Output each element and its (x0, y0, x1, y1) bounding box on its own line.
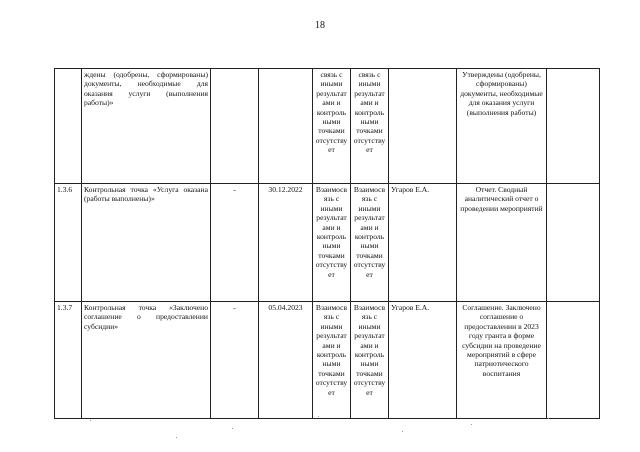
row-type: - (211, 302, 259, 419)
row-responsible: Угаров Е.А. (389, 184, 457, 302)
row-extra (547, 302, 600, 419)
row-title: ждены (одобрены, сформированы) документы, необходимые для оказания услуги (выполнения работы)» (82, 69, 211, 184)
row-relation-1: связь с иными результатами и контрольными точками отсутствует (313, 69, 351, 184)
row-number: 1.3.7 (55, 302, 82, 419)
row-date (259, 69, 313, 184)
row-document: Соглашение. Заключено соглашение о предоставлении в 2023 году гранта в форме субсидии на проведение мероприятий в сфере патриотического воспитания (457, 302, 547, 419)
row-relation-2: связь с иными результатами и контрольными точками отсутствует (351, 69, 389, 184)
row-type (211, 69, 259, 184)
row-date: 30.12.2022 (259, 184, 313, 302)
table-row (55, 302, 600, 419)
row-title: Контрольная точка «Заключено соглашение о предоставлении субсидии» (82, 302, 211, 419)
row-type: - (211, 184, 259, 302)
row-document: Отчет. Сводный аналитический отчет о проведении мероприятий (457, 184, 547, 302)
row-date: 05.04.2023 (259, 302, 313, 419)
row-document: Утверждены (одобрены, сформированы) документы, необходимые для оказания услуги (выполнения работы) (457, 69, 547, 184)
table-row (55, 69, 600, 184)
row-extra (547, 69, 600, 184)
row-number (55, 69, 82, 184)
row-number: 1.3.6 (55, 184, 82, 302)
row-extra (547, 184, 600, 302)
row-relation-1: Взаимосвязь с иными результатами и контрольными точками отсутствует (313, 184, 351, 302)
row-responsible: Угаров Е.А. (389, 302, 457, 419)
row-relation-2: Взаимосвязь с иными результатами и контрольными точками отсутствует (351, 302, 389, 419)
row-relation-2: Взаимосвязь с иными результатами и контрольными точками отсутствует (351, 184, 389, 302)
row-responsible (389, 69, 457, 184)
control-points-table (54, 68, 600, 419)
table-row (55, 184, 600, 302)
row-relation-1: Взаимосвязь с иными результатами и контрольными точками отсутствует (313, 302, 351, 419)
page-number: 18 (315, 20, 325, 31)
row-title: Контрольная точка «Услуга оказана (работы выполнены)» (82, 184, 211, 302)
